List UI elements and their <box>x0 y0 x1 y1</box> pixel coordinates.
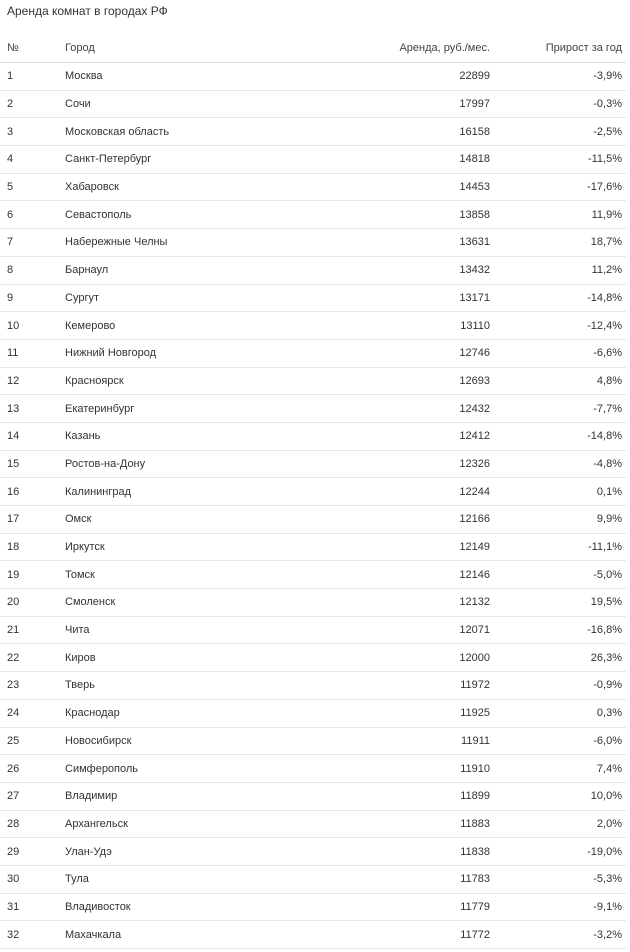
row-rent: 12000 <box>318 644 493 672</box>
table-row <box>0 865 626 893</box>
row-growth: -7,7% <box>493 395 626 423</box>
row-growth: -3,2% <box>493 921 626 949</box>
row-city: Омск <box>58 506 318 534</box>
row-growth: -11,5% <box>493 146 626 174</box>
table-row <box>0 395 626 423</box>
row-city: Кемерово <box>58 312 318 340</box>
row-city: Тула <box>58 865 318 893</box>
table-row <box>0 284 626 312</box>
row-growth: 19,5% <box>493 589 626 617</box>
row-city: Смоленск <box>58 589 318 617</box>
row-num: 11 <box>0 339 58 367</box>
row-city: Калининград <box>58 478 318 506</box>
row-city: Санкт-Петербург <box>58 146 318 174</box>
row-num: 6 <box>0 201 58 229</box>
row-num: 2 <box>0 90 58 118</box>
row-city: Сочи <box>58 90 318 118</box>
row-growth: -5,0% <box>493 561 626 589</box>
row-rent: 11779 <box>318 893 493 921</box>
row-growth: 10,0% <box>493 782 626 810</box>
row-rent: 12132 <box>318 589 493 617</box>
row-growth: -2,5% <box>493 118 626 146</box>
row-city: Новосибирск <box>58 727 318 755</box>
header-growth: Прирост за год <box>493 34 626 63</box>
header-city: Город <box>58 34 318 63</box>
row-num: 23 <box>0 672 58 700</box>
row-num: 14 <box>0 422 58 450</box>
row-city: Киров <box>58 644 318 672</box>
row-growth: -3,9% <box>493 63 626 91</box>
table-row <box>0 533 626 561</box>
table-header-row <box>0 34 626 63</box>
row-num: 3 <box>0 118 58 146</box>
row-city: Хабаровск <box>58 173 318 201</box>
row-rent: 12149 <box>318 533 493 561</box>
row-city: Симферополь <box>58 755 318 783</box>
row-rent: 12166 <box>318 506 493 534</box>
table-row <box>0 256 626 284</box>
row-num: 19 <box>0 561 58 589</box>
row-rent: 14818 <box>318 146 493 174</box>
row-num: 10 <box>0 312 58 340</box>
row-num: 27 <box>0 782 58 810</box>
row-rent: 12746 <box>318 339 493 367</box>
table-row <box>0 173 626 201</box>
row-num: 8 <box>0 256 58 284</box>
table-row <box>0 616 626 644</box>
row-rent: 12244 <box>318 478 493 506</box>
row-rent: 11883 <box>318 810 493 838</box>
row-num: 25 <box>0 727 58 755</box>
table-row <box>0 561 626 589</box>
row-city: Екатеринбург <box>58 395 318 423</box>
table-row <box>0 589 626 617</box>
row-growth: -11,1% <box>493 533 626 561</box>
row-rent: 11910 <box>318 755 493 783</box>
row-rent: 12146 <box>318 561 493 589</box>
row-city: Владивосток <box>58 893 318 921</box>
row-growth: -6,6% <box>493 339 626 367</box>
row-rent: 11972 <box>318 672 493 700</box>
row-city: Томск <box>58 561 318 589</box>
table-row <box>0 146 626 174</box>
row-city: Тверь <box>58 672 318 700</box>
row-rent: 13631 <box>318 229 493 257</box>
row-growth: 4,8% <box>493 367 626 395</box>
table-title: Аренда комнат в городах РФ <box>7 4 168 18</box>
row-rent: 14453 <box>318 173 493 201</box>
table-row <box>0 838 626 866</box>
row-city: Улан-Удэ <box>58 838 318 866</box>
row-city: Иркутск <box>58 533 318 561</box>
row-growth: -6,0% <box>493 727 626 755</box>
table-row <box>0 921 626 949</box>
row-num: 31 <box>0 893 58 921</box>
row-num: 13 <box>0 395 58 423</box>
row-city: Ростов-на-Дону <box>58 450 318 478</box>
table-row <box>0 755 626 783</box>
row-num: 16 <box>0 478 58 506</box>
row-growth: 11,9% <box>493 201 626 229</box>
row-rent: 12693 <box>318 367 493 395</box>
row-city: Краснодар <box>58 699 318 727</box>
row-num: 21 <box>0 616 58 644</box>
row-growth: -12,4% <box>493 312 626 340</box>
row-num: 28 <box>0 810 58 838</box>
row-growth: -9,1% <box>493 893 626 921</box>
table-row <box>0 201 626 229</box>
row-num: 18 <box>0 533 58 561</box>
row-rent: 12071 <box>318 616 493 644</box>
row-growth: -0,9% <box>493 672 626 700</box>
row-city: Сургут <box>58 284 318 312</box>
row-growth: -16,8% <box>493 616 626 644</box>
row-growth: -17,6% <box>493 173 626 201</box>
row-growth: -19,0% <box>493 838 626 866</box>
row-rent: 17997 <box>318 90 493 118</box>
row-num: 12 <box>0 367 58 395</box>
row-rent: 11772 <box>318 921 493 949</box>
row-city: Набережные Челны <box>58 229 318 257</box>
row-rent: 12412 <box>318 422 493 450</box>
row-rent: 12326 <box>318 450 493 478</box>
row-growth: 0,3% <box>493 699 626 727</box>
row-rent: 11925 <box>318 699 493 727</box>
row-city: Красноярск <box>58 367 318 395</box>
table-row <box>0 893 626 921</box>
row-rent: 12432 <box>318 395 493 423</box>
table-row <box>0 312 626 340</box>
row-num: 30 <box>0 865 58 893</box>
table-row <box>0 63 626 91</box>
table-row <box>0 478 626 506</box>
header-rent: Аренда, руб./мес. <box>318 34 493 63</box>
row-num: 15 <box>0 450 58 478</box>
table-row <box>0 229 626 257</box>
table-row <box>0 339 626 367</box>
table-row <box>0 506 626 534</box>
row-rent: 16158 <box>318 118 493 146</box>
rent-table <box>0 34 626 949</box>
row-growth: -5,3% <box>493 865 626 893</box>
row-growth: 11,2% <box>493 256 626 284</box>
table-row <box>0 810 626 838</box>
row-rent: 11838 <box>318 838 493 866</box>
row-city: Московская область <box>58 118 318 146</box>
row-city: Барнаул <box>58 256 318 284</box>
row-rent: 13171 <box>318 284 493 312</box>
row-growth: -0,3% <box>493 90 626 118</box>
row-num: 5 <box>0 173 58 201</box>
row-city: Москва <box>58 63 318 91</box>
table-row <box>0 644 626 672</box>
table-row <box>0 782 626 810</box>
row-growth: 9,9% <box>493 506 626 534</box>
row-num: 24 <box>0 699 58 727</box>
row-city: Нижний Новгород <box>58 339 318 367</box>
row-rent: 22899 <box>318 63 493 91</box>
row-rent: 11783 <box>318 865 493 893</box>
table-row <box>0 727 626 755</box>
table-row <box>0 118 626 146</box>
row-num: 32 <box>0 921 58 949</box>
row-num: 4 <box>0 146 58 174</box>
row-growth: 0,1% <box>493 478 626 506</box>
table-row <box>0 367 626 395</box>
row-num: 9 <box>0 284 58 312</box>
table-row <box>0 422 626 450</box>
row-growth: -14,8% <box>493 284 626 312</box>
row-growth: 26,3% <box>493 644 626 672</box>
header-num: № <box>0 34 58 63</box>
row-growth: 2,0% <box>493 810 626 838</box>
row-growth: 18,7% <box>493 229 626 257</box>
row-num: 20 <box>0 589 58 617</box>
row-growth: -14,8% <box>493 422 626 450</box>
row-num: 1 <box>0 63 58 91</box>
row-num: 29 <box>0 838 58 866</box>
row-city: Севастополь <box>58 201 318 229</box>
row-rent: 11911 <box>318 727 493 755</box>
row-num: 7 <box>0 229 58 257</box>
row-growth: 7,4% <box>493 755 626 783</box>
table-row <box>0 450 626 478</box>
row-num: 26 <box>0 755 58 783</box>
row-rent: 13432 <box>318 256 493 284</box>
row-city: Архангельск <box>58 810 318 838</box>
row-rent: 13110 <box>318 312 493 340</box>
row-num: 17 <box>0 506 58 534</box>
table-row <box>0 699 626 727</box>
row-city: Владимир <box>58 782 318 810</box>
row-num: 22 <box>0 644 58 672</box>
row-city: Чита <box>58 616 318 644</box>
row-rent: 13858 <box>318 201 493 229</box>
table-row <box>0 672 626 700</box>
row-rent: 11899 <box>318 782 493 810</box>
table-row <box>0 90 626 118</box>
row-growth: -4,8% <box>493 450 626 478</box>
row-city: Казань <box>58 422 318 450</box>
row-city: Махачкала <box>58 921 318 949</box>
